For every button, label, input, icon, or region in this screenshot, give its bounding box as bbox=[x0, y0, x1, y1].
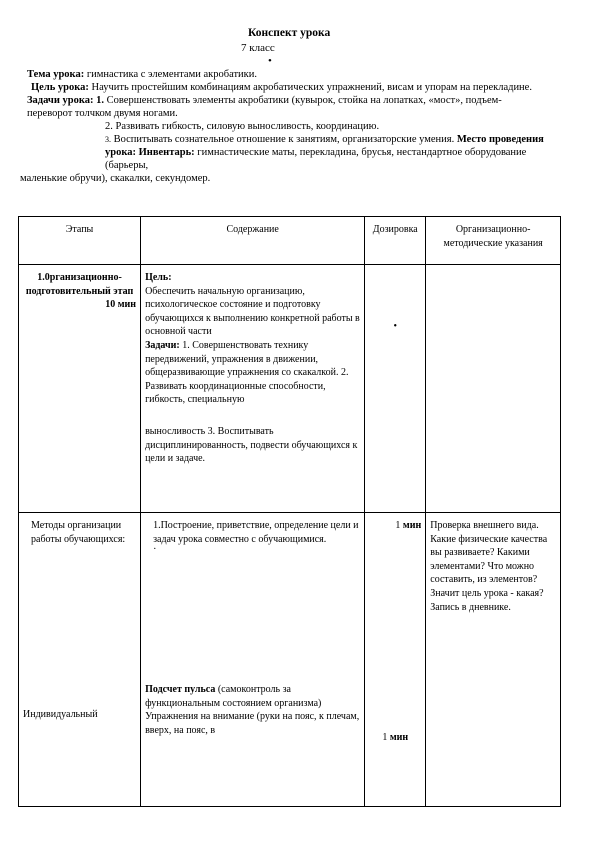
goal-label-cell: Цель: bbox=[145, 272, 172, 283]
stage-duration: 10 мин bbox=[105, 299, 137, 311]
methods-cell bbox=[19, 513, 141, 807]
place-label: Место проведения урока: bbox=[105, 134, 544, 158]
exercises-text: Упражнения на внимание (руки на пояс, к плечам, вверх, на пояс, в bbox=[145, 711, 360, 736]
spacer bbox=[369, 533, 421, 731]
table-header-row bbox=[19, 217, 561, 265]
dose-value: 1 bbox=[382, 731, 390, 743]
method-individual: Индивидуальный bbox=[23, 709, 98, 721]
spacer bbox=[145, 554, 360, 683]
pulse-label: Подсчет пульса bbox=[145, 684, 216, 696]
task3-text: Воспитывать сознательное отношение к занятиям, организаторские умения. bbox=[111, 134, 455, 145]
tasks-cell-text: 1. Совершенствовать технику передвижений, упражнения в движении, общеразвивающие упражнения со скакалкой. 2. Развивать координационные способности, гибкость, специальную bbox=[145, 339, 349, 406]
task1-text: Совершенствовать элементы акробатики (кувырок, стойка на лопатках, «мост», подъем-переворот толчком двумя ногами. bbox=[27, 95, 502, 119]
bullet-mark: • bbox=[393, 321, 397, 332]
content-cell bbox=[141, 513, 365, 807]
stage-name: 1.0рганизационно-подготовительный этап bbox=[25, 272, 134, 297]
table-row bbox=[19, 265, 561, 513]
inventory-label: Инвентарь: bbox=[138, 147, 195, 158]
dose-unit: мин bbox=[402, 520, 422, 531]
spacer bbox=[145, 407, 360, 425]
tasks-label-cell: Задачи: bbox=[145, 339, 180, 351]
header-stages: Этапы bbox=[19, 217, 141, 265]
spacer bbox=[23, 546, 136, 708]
task3-line bbox=[27, 133, 547, 172]
header-content: Содержание bbox=[141, 217, 365, 265]
dose-1 bbox=[369, 519, 421, 533]
guidelines-cell bbox=[426, 513, 561, 807]
topic-line bbox=[27, 68, 547, 81]
dose-unit: мин bbox=[389, 731, 409, 743]
greeting-text: 1.Построение, приветствие, определение цели и задач урока совместно с обучающимися. bbox=[153, 520, 359, 545]
header-guidelines: Организационно-методические указания bbox=[426, 217, 561, 265]
dosage-cell bbox=[365, 513, 426, 807]
task3-number: 3. bbox=[105, 135, 111, 144]
dose-value: 1 bbox=[395, 520, 403, 531]
goal-label: Цель урока: bbox=[31, 82, 89, 93]
task1-line bbox=[27, 94, 547, 120]
document-title: Конспект урока bbox=[248, 27, 331, 39]
pulse-text: (самоконтроль за функциональным состоянием организма) bbox=[145, 684, 322, 709]
goal-cell-text: Обеспечить начальную организацию, психологическое состояние и подготовку обучающихся к выполнению конкретной работы в основной части bbox=[145, 285, 360, 338]
content-cell bbox=[141, 265, 365, 513]
lesson-plan-table bbox=[18, 216, 561, 807]
topic-label: Тема урока: bbox=[27, 69, 85, 80]
dose-2 bbox=[369, 731, 421, 745]
guidelines-text: Проверка внешнего вида. Какие физические качества вы развиваете? Какими элементами? Что можно составить, из элементов? Значит цель урока - какая? Запись в дневнике. bbox=[430, 520, 548, 613]
task2-line: 2. Развивать гибкость, силовую выносливость, координацию. bbox=[105, 121, 380, 132]
goal-text: Научить простейшим комбинациям акробатических упражнений, висам и упорам на перекладине. bbox=[88, 82, 532, 93]
methods-text: Методы организации работы обучающихся: bbox=[31, 520, 126, 545]
dot-mark: · bbox=[153, 544, 157, 556]
stage-cell bbox=[19, 265, 141, 513]
goal-line bbox=[27, 81, 547, 94]
lesson-meta bbox=[20, 68, 547, 185]
dosage-cell bbox=[365, 265, 426, 513]
bullet-mark: • bbox=[268, 55, 272, 67]
inventory-line-2: маленькие обручи), скакалки, секундомер. bbox=[20, 173, 211, 184]
inventory-text: гимнастические маты, перекладина, брусья, нестандартное оборудование (барьеры, bbox=[105, 147, 527, 171]
table-row bbox=[19, 513, 561, 807]
header-dosage: Дозировка bbox=[365, 217, 426, 265]
guidelines-cell bbox=[426, 265, 561, 513]
tasks-label: Задачи урока: 1. bbox=[27, 95, 105, 106]
tasks-cell-continued: выносливость 3. Воспитывать дисциплинированность, подвести обучающихся к цели и задаче. bbox=[145, 425, 358, 465]
grade-label: 7 класс bbox=[241, 42, 275, 54]
topic-text: гимнастика с элементами акробатики. bbox=[84, 69, 258, 80]
